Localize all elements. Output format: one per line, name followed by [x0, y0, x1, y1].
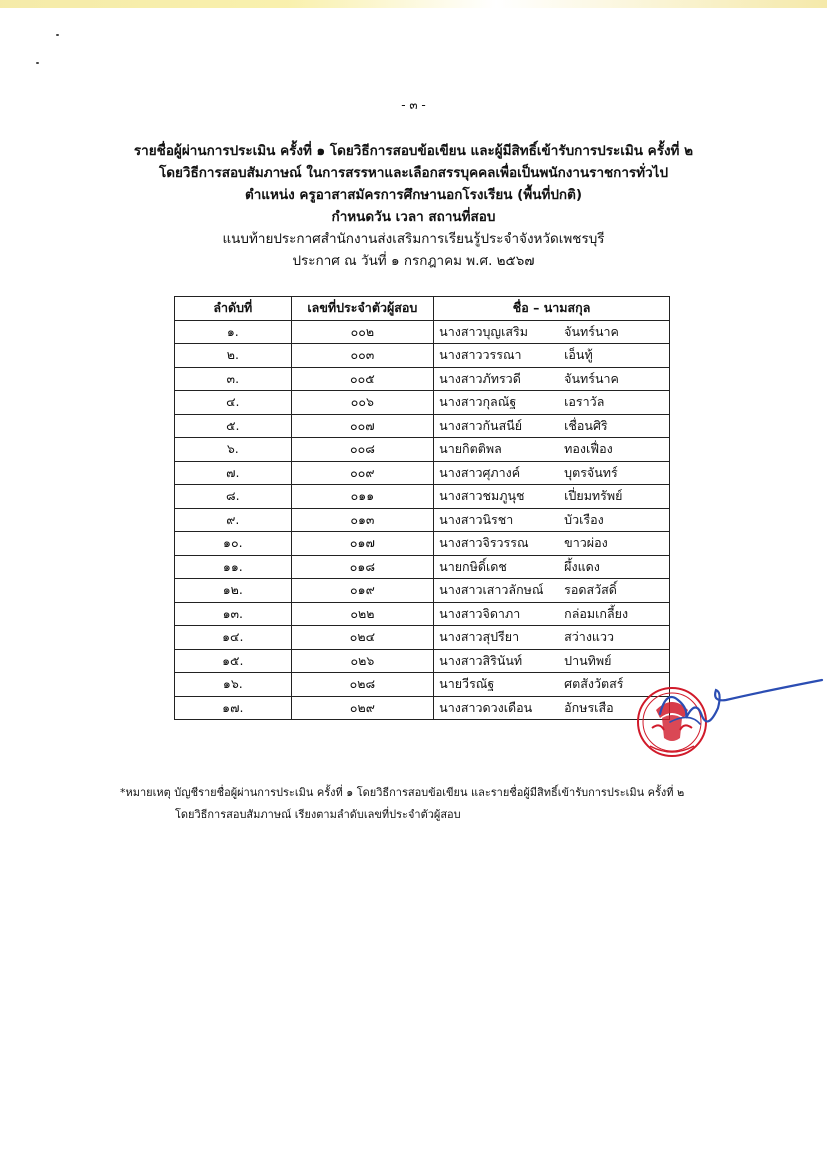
cell-exam-id: ๐๐๓ — [291, 344, 434, 368]
table-row — [175, 602, 670, 626]
cell-sequence: ๑๒. — [175, 579, 292, 603]
header-full-name: ชื่อ – นามสกุล — [434, 297, 670, 321]
cell-sequence: ๒. — [175, 344, 292, 368]
heading-line-1: รายชื่อผู้ผ่านการประเมิน ครั้งที่ ๑ โดยวิธีการสอบข้อเขียน และผู้มีสิทธิ์เข้ารับการประเมิน ครั้งที่ ๒ — [133, 143, 694, 159]
last-name: กล่อมเกลี้ยง — [564, 605, 629, 621]
header-sequence: ลำดับที่ — [175, 297, 292, 321]
cell-sequence: ๔. — [175, 391, 292, 415]
last-name: ขาวผ่อง — [564, 535, 608, 551]
first-name: นายกษิดิ์เดช — [439, 558, 507, 574]
first-name: นายกิตติพล — [439, 441, 502, 457]
table-row — [175, 485, 670, 509]
last-name: จันทร์นาค — [564, 323, 619, 339]
cell-sequence: ๗. — [175, 461, 292, 485]
last-name: เชื่อนศิริ — [564, 417, 608, 433]
cell-sequence: ๑๕. — [175, 649, 292, 673]
first-name: นางสาวเสาวลักษณ์ — [439, 582, 544, 598]
cell-exam-id: ๐๐๗ — [291, 414, 434, 438]
cell-sequence: ๑๖. — [175, 673, 292, 697]
cell-sequence: ๑๓. — [175, 602, 292, 626]
cell-full-name — [434, 485, 670, 509]
cell-full-name — [434, 626, 670, 650]
table-row — [175, 579, 670, 603]
last-name: ปานทิพย์ — [564, 652, 612, 668]
table-row — [175, 696, 670, 720]
last-name: ผึ้งแดง — [564, 558, 600, 574]
cell-exam-id: ๐๐๕ — [291, 367, 434, 391]
table-header-row — [175, 297, 670, 321]
last-name: ศตสังวัตสร์ — [564, 676, 624, 692]
first-name: นางสาวศุภางค์ — [439, 464, 521, 480]
table-row — [175, 414, 670, 438]
cell-exam-id: ๐๒๒ — [291, 602, 434, 626]
table-row — [175, 367, 670, 391]
first-name: นางสาวบุญเสริม — [439, 323, 528, 339]
table-row — [175, 344, 670, 368]
cell-sequence: ๘. — [175, 485, 292, 509]
heading-line-2: โดยวิธีการสอบสัมภาษณ์ ในการสรรหาและเลือกสรรบุคคลเพื่อเป็นพนักงานราชการทั่วไป — [158, 165, 669, 181]
cell-exam-id: ๐๐๙ — [291, 461, 434, 485]
cell-full-name — [434, 579, 670, 603]
first-name: นางสาวสุปรียา — [439, 629, 520, 645]
header-exam-id: เลขที่ประจำตัวผู้สอบ — [291, 297, 434, 321]
first-name: นางสาวจิรวรรณ — [439, 535, 529, 551]
table-row — [175, 626, 670, 650]
first-name: นางสาวกุลณัฐ — [439, 394, 517, 410]
cell-full-name — [434, 461, 670, 485]
first-name: นางสาวจิดาภา — [439, 605, 521, 621]
last-name: ทองเฟื่อง — [564, 441, 613, 457]
table-row — [175, 508, 670, 532]
last-name: รอดสวัสดิ์ — [564, 582, 617, 598]
last-name: บุตรจันทร์ — [564, 464, 618, 480]
paper-edge-stain — [0, 0, 827, 8]
table-row — [175, 391, 670, 415]
candidate-table — [174, 296, 670, 720]
cell-exam-id: ๐๑๘ — [291, 555, 434, 579]
cell-exam-id: ๐๐๖ — [291, 391, 434, 415]
last-name: บัวเรือง — [564, 511, 604, 527]
scan-speck — [56, 34, 59, 36]
cell-sequence: ๑. — [175, 320, 292, 344]
cell-exam-id: ๐๑๗ — [291, 532, 434, 556]
footnote — [120, 782, 760, 826]
footnote-line-1: *หมายเหตุ บัญชีรายชื่อผู้ผ่านการประเมิน ครั้งที่ ๑ โดยวิธีการสอบข้อเขียน และรายชื่อผู้มีสิทธิ์เข้ารับการประเมิน ครั้งที่ ๒ — [120, 786, 685, 799]
first-name: นางสาวนิรชา — [439, 511, 514, 527]
first-name: นางสาวชมภูนุช — [439, 488, 525, 504]
heading-line-3: ตำแหน่ง ครูอาสาสมัครการศึกษานอกโรงเรียน (พื้นที่ปกติ) — [244, 187, 583, 203]
first-name: นางสาวภัทรวดี — [439, 370, 521, 386]
signature-icon — [660, 680, 822, 724]
first-name: นายวีรณัฐ — [439, 676, 495, 692]
table-row — [175, 649, 670, 673]
page-number: - ๓ - — [401, 98, 426, 112]
cell-full-name — [434, 344, 670, 368]
heading-line-4: กำหนดวัน เวลา สถานที่สอบ — [331, 209, 496, 225]
cell-full-name — [434, 532, 670, 556]
table-row — [175, 532, 670, 556]
cell-exam-id: ๐๒๔ — [291, 626, 434, 650]
heading-line-5: แนบท้ายประกาศสำนักงานส่งเสริมการเรียนรู้ประจำจังหวัดเพชรบุรี — [222, 231, 605, 247]
cell-exam-id: ๐๒๘ — [291, 673, 434, 697]
table-row — [175, 673, 670, 697]
document-heading — [60, 140, 767, 272]
last-name: เอราวัล — [564, 394, 605, 410]
last-name: เปี่ยมทรัพย์ — [564, 488, 623, 504]
cell-full-name — [434, 367, 670, 391]
last-name: เอ็นทู้ — [564, 347, 593, 363]
cell-full-name — [434, 438, 670, 462]
cell-exam-id: ๐๐๘ — [291, 438, 434, 462]
cell-sequence: ๙. — [175, 508, 292, 532]
last-name: อักษรเสือ — [564, 699, 614, 715]
cell-exam-id: ๐๒๖ — [291, 649, 434, 673]
cell-full-name — [434, 508, 670, 532]
cell-sequence: ๑๗. — [175, 696, 292, 720]
first-name: นางสาวดวงเดือน — [439, 699, 533, 715]
first-name: นางสาวสิรินันท์ — [439, 652, 523, 668]
cell-exam-id: ๐๒๙ — [291, 696, 434, 720]
cell-sequence: ๕. — [175, 414, 292, 438]
cell-full-name — [434, 414, 670, 438]
scan-speck — [36, 62, 39, 64]
cell-full-name — [434, 391, 670, 415]
candidate-table-body — [175, 320, 670, 720]
last-name: สว่างแวว — [564, 629, 615, 645]
footnote-line-2: โดยวิธีการสอบสัมภาษณ์ เรียงตามลำดับเลขที่ประจำตัวผู้สอบ — [175, 808, 461, 821]
table-row — [175, 320, 670, 344]
cell-exam-id: ๐๐๒ — [291, 320, 434, 344]
table-row — [175, 438, 670, 462]
cell-sequence: ๑๐. — [175, 532, 292, 556]
cell-exam-id: ๐๑๑ — [291, 485, 434, 509]
cell-sequence: ๑๔. — [175, 626, 292, 650]
last-name: จันทร์นาค — [564, 370, 619, 386]
cell-exam-id: ๐๑๓ — [291, 508, 434, 532]
cell-full-name — [434, 555, 670, 579]
cell-exam-id: ๐๑๙ — [291, 579, 434, 603]
table-row — [175, 461, 670, 485]
cell-full-name — [434, 602, 670, 626]
first-name: นางสาวกันสนีย์ — [439, 417, 523, 433]
cell-sequence: ๓. — [175, 367, 292, 391]
cell-full-name — [434, 320, 670, 344]
cell-sequence: ๖. — [175, 438, 292, 462]
cell-sequence: ๑๑. — [175, 555, 292, 579]
heading-line-6: ประกาศ ณ วันที่ ๑ กรกฎาคม พ.ศ. ๒๕๖๗ — [292, 253, 535, 269]
signature-seal-area — [630, 672, 827, 772]
table-row — [175, 555, 670, 579]
first-name: นางสาววรรณา — [439, 347, 522, 363]
cell-full-name — [434, 649, 670, 673]
